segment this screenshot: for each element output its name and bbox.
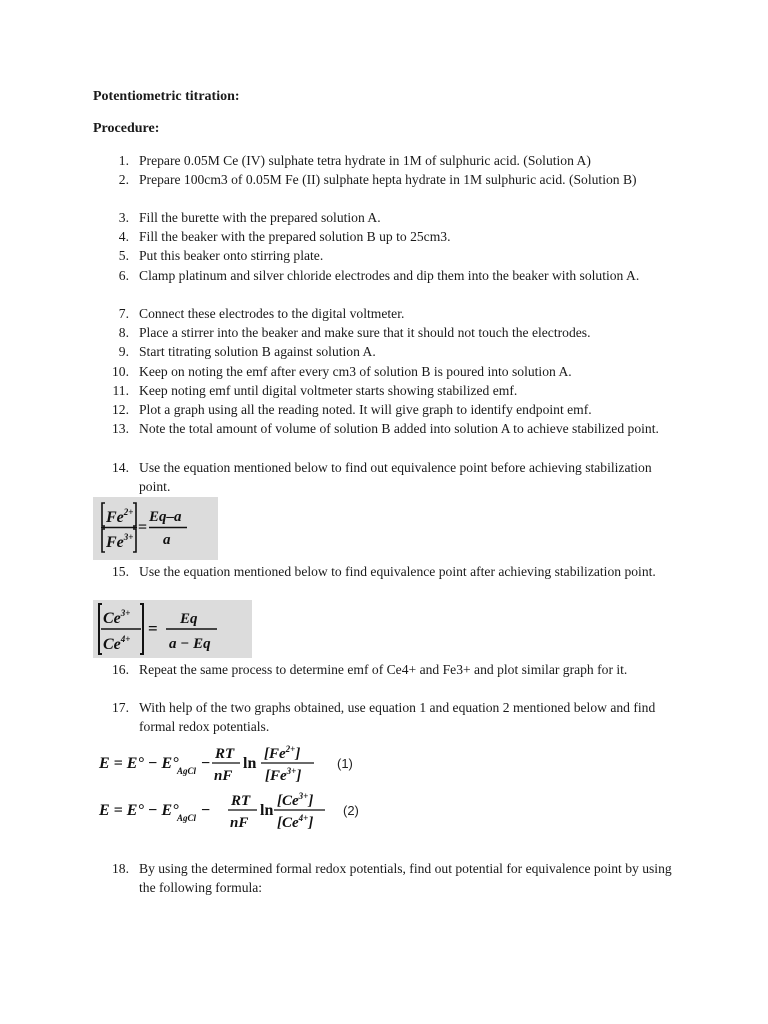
svg-text:ln: ln: [260, 802, 274, 819]
step-number: 14.: [112, 460, 129, 475]
svg-text:Eq: Eq: [180, 611, 198, 627]
svg-text:Ce3+: $Ce^{3+}$: [103, 608, 131, 627]
svg-text:Fe3+: $Fe^{3+}$: [106, 532, 134, 551]
step-text: Put this beaker onto stirring plate.: [139, 248, 324, 263]
svg-text:a: a: [163, 532, 171, 548]
step-number: 1.: [118, 153, 129, 168]
step-number: 5.: [118, 248, 129, 263]
svg-text:(1): (1): [337, 756, 353, 771]
step-text: Prepare 0.05M Ce (IV) sulphate tetra hydrate in 1M of sulphuric acid. (Solution A): [139, 153, 591, 168]
equation-fe-ratio: [93, 497, 218, 560]
step-number: 11.: [112, 383, 129, 398]
step-text: Note the total amount of volume of solution B added into solution A to achieve stabilized point.: [139, 421, 659, 436]
svg-text:Fe2+: $Fe^{2+}$: [106, 507, 134, 526]
step-text: Start titrating solution B against solution A.: [139, 344, 376, 359]
step-text: Place a stirrer into the beaker and make sure that it should not touch the electrodes.: [139, 325, 591, 340]
svg-text:ln: ln: [243, 755, 257, 772]
svg-text:AgCl: AgCl: [177, 766, 197, 776]
svg-text:−: −: [201, 802, 211, 819]
step-number: 4.: [118, 229, 129, 244]
svg-text:AgCl: AgCl: [177, 813, 197, 823]
step-text: Use the equation mentioned below to find equivalence point after achieving stabilization point.: [139, 564, 656, 579]
svg-text:nF: nF: [230, 815, 249, 831]
step-number: 13.: [112, 421, 129, 436]
equation-ce-ratio: [93, 600, 252, 658]
svg-text:−: −: [201, 755, 211, 772]
svg-text:(2): (2): [343, 803, 359, 818]
step-number: 10.: [112, 364, 129, 379]
step-text: Keep on noting the emf after every cm3 of solution B is poured into solution A.: [139, 364, 572, 379]
step-text: By using the determined formal redox potentials, find out potential for equivalence point by using the following formula:: [139, 861, 672, 896]
step-number: 17.: [112, 700, 129, 715]
step-number: 12.: [112, 402, 129, 417]
svg-text:nF: nF: [214, 768, 233, 784]
step-text: Fill the beaker with the prepared solution B up to 25cm3.: [139, 229, 451, 244]
procedure-heading: Procedure:: [93, 121, 160, 136]
svg-text:E = E° − E°: E = E° − E°: [99, 802, 179, 819]
equation-1: [97, 741, 367, 787]
step-text: Repeat the same process to determine emf of Ce4+ and Fe3+ and plot similar graph for it.: [139, 662, 628, 677]
svg-text:[Ce3+]: $[Ce^{3+}]$: [277, 791, 314, 809]
step-number: 8.: [118, 325, 129, 340]
svg-text:=: =: [148, 619, 158, 638]
step-text: Clamp platinum and silver chloride electrodes and dip them into the beaker with solution A.: [139, 268, 640, 283]
svg-text:=: =: [138, 519, 148, 536]
step-number: 15.: [112, 564, 129, 579]
svg-text:RT: RT: [215, 746, 235, 762]
step-text: With help of the two graphs obtained, use equation 1 and equation 2 mentioned below and find formal redox potentials.: [139, 700, 656, 735]
step-number: 2.: [118, 172, 129, 187]
step-text: Prepare 100cm3 of 0.05M Fe (II) sulphate hepta hydrate in 1M sulphuric acid. (Solution B): [139, 172, 637, 187]
svg-text:RT: RT: [231, 793, 251, 809]
svg-text:[Fe2+]: $[Fe^{2+}]$: [264, 744, 301, 762]
svg-text:Eq–a: Eq–a: [149, 509, 182, 525]
step-number: 9.: [118, 344, 129, 359]
step-text: Use the equation mentioned below to find out equivalence point before achieving stabilization point.: [139, 460, 652, 495]
step-text: Keep noting emf until digital voltmeter starts showing stabilized emf.: [139, 383, 518, 398]
step-number: 18.: [112, 861, 129, 876]
svg-text:Ce4+: $Ce^{4+}$: [103, 634, 131, 653]
svg-text:[Fe3+]: $[Fe^{3+}]$: [265, 766, 302, 784]
step-text: Connect these electrodes to the digital voltmeter.: [139, 306, 405, 321]
step-text: Plot a graph using all the reading noted. It will give graph to identify endpoint emf.: [139, 402, 592, 417]
svg-text:E = E° − E°: E = E° − E°: [99, 755, 179, 772]
svg-text:[Ce4+]: $[Ce^{4+}]$: [277, 813, 314, 831]
document-title: Potentiometric titration:: [93, 89, 240, 104]
step-number: 3.: [118, 210, 129, 225]
step-number: 6.: [118, 268, 129, 283]
step-number: 7.: [118, 306, 129, 321]
equation-2: [97, 788, 367, 834]
step-text: Fill the burette with the prepared solution A.: [139, 210, 381, 225]
svg-text:a − Eq: a − Eq: [169, 636, 211, 652]
step-number: 16.: [112, 662, 129, 677]
